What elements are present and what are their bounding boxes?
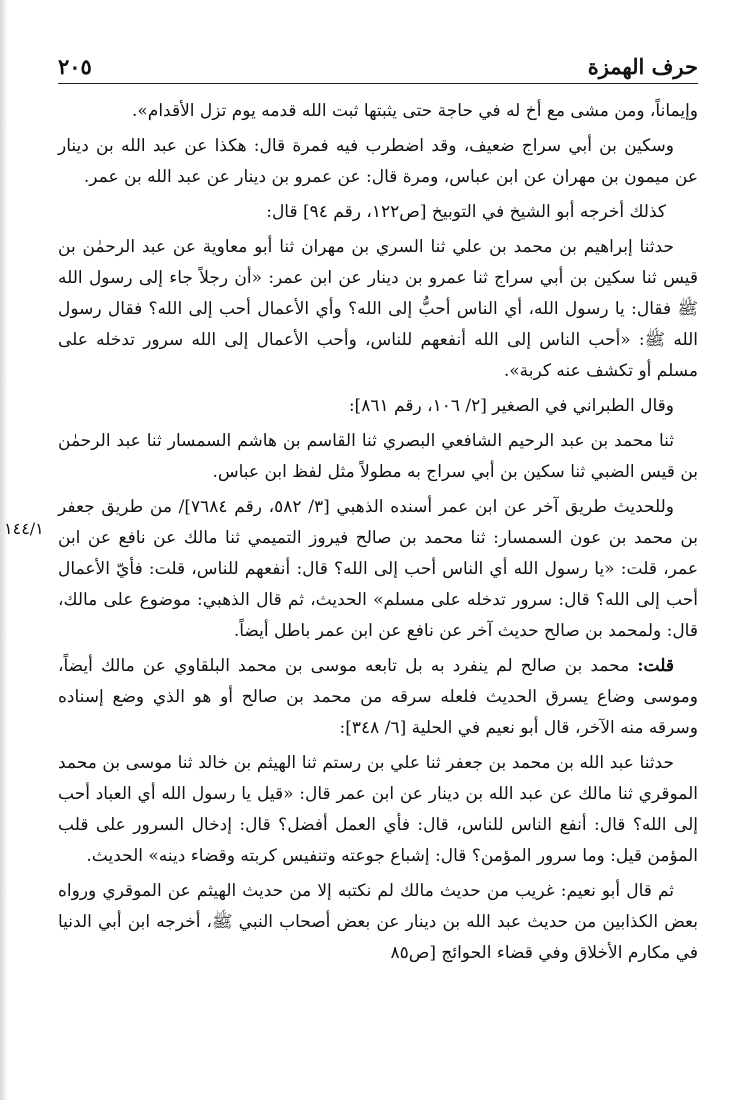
paragraph: وإيماناً، ومن مشى مع أخ له في حاجة حتى يثبتها ثبت الله قدمه يوم تزل الأقدام». [131,101,698,121]
page-header [58,50,698,84]
paragraph: وسكين بن أبي سراج ضعيف، وقد اضطرب فيه فمرة قال: هكذا عن عبد الله بن دينار عن ميمون بن مهران عن ابن عباس، ومرة قال: عن عمرو بن دينار عن عبد الله بن عمر. [58,136,698,187]
page-number: ٢٠٥ [58,54,92,79]
page-body [58,96,698,973]
paragraph: حدثنا إبراهيم بن محمد بن علي ثنا السري بن مهران ثنا أبو معاوية عن عبد الرحمٰن بن قيس ثنا سكين بن أبي سراج ثنا عمرو بن دينار عن ابن عمر: «أن رجلاً جاء إلى رسول الله ﷺ فقال: يا رسول الله، أي الناس أحبُّ إلى الله؟ وأي الأعمال أحب إلى الله؟ فقال رسول الله ﷺ: «أحب الناس إلى الله أنفعهم للناس، وأحب الأعمال إلى الله سرور تدخله على مسلم أو تكشف عنه كربة». [58,237,698,381]
paragraph: وللحديث طريق آخر عن ابن عمر أسنده الذهبي [٣/ ٥٨٢، رقم ٧٦٨٤]/ من طريق جعفر بن محمد بن عون السمسار: ثنا محمد بن صالح فيروز التميمي ثنا مالك عن نافع عن ابن عمر، قلت: «يا رسول الله أي الناس أحب إلى الله؟ قال: أنفعهم للناس، قلت: فأيّ الأعمال أحب إلى الله؟ قال: سرور تدخله على مسلم» الحديث، ثم قال الذهبي: موضوع على مالك، قال: ولمحمد بن صالح حديث آخر عن نافع عن ابن عمر باطل أيضاً. [58,497,698,641]
page-gutter-shadow [0,0,8,1100]
paragraph: وقال الطبراني في الصغير [٢/ ١٠٦، رقم ٨٦١]: [348,396,674,416]
paragraph: حدثنا عبد الله بن محمد بن جعفر ثنا علي بن رستم ثنا الهيثم بن خالد ثنا موسى بن محمد الموقري ثنا مالك عن عبد الله بن دينار عن ابن عمر قال: «قيل يا رسول الله أي العباد أحب إلى الله؟ قال: أنفع الناس للناس، قال: فأي العمل أفضل؟ قال: إدخال السرور على قلب المؤمن قيل: وما سرور المؤمن؟ قال: إشباع جوعته وتنفيس كربته وقضاء دينه» الحديث. [58,753,698,866]
paragraph-note [58,651,698,744]
margin-reference: ١٤٤/١ [4,519,44,538]
note-label: قلت: [637,656,674,676]
paragraph: ثم قال أبو نعيم: غريب من حديث مالك لم نكتبه إلا من حديث الهيثم عن الموقري ورواه بعض الكذابين من حديث عبد الله بن دينار عن بعض أصحاب النبي ﷺ، أخرجه ابن أبي الدنيا في مكارم الأخلاق وفي قضاء الحوائج [ص٨٥ [58,881,698,963]
paragraph: ثنا محمد بن عبد الرحيم الشافعي البصري ثنا القاسم بن هاشم السمسار ثنا عبد الرحمٰن بن قيس الضبي ثنا سكين بن أبي سراج به مطولاً مثل لفظ ابن عباس. [58,431,698,482]
paragraph: كذلك أخرجه أبو الشيخ في التوبيخ [ص١٢٢، رقم ٩٤] قال: [266,202,666,222]
note-text: محمد بن صالح لم ينفرد به بل تابعه موسى بن محمد البلقاوي عن مالك أيضاً، وموسى وضاع يسرق الحديث فلعله سرقه من محمد بن صالح أو هو الذي وضع إسناده وسرقه منه الآخر، قال أبو نعيم في الحلية [٦/ ٣٤٨]: [58,656,698,738]
chapter-title: حرف الهمزة [587,54,698,79]
